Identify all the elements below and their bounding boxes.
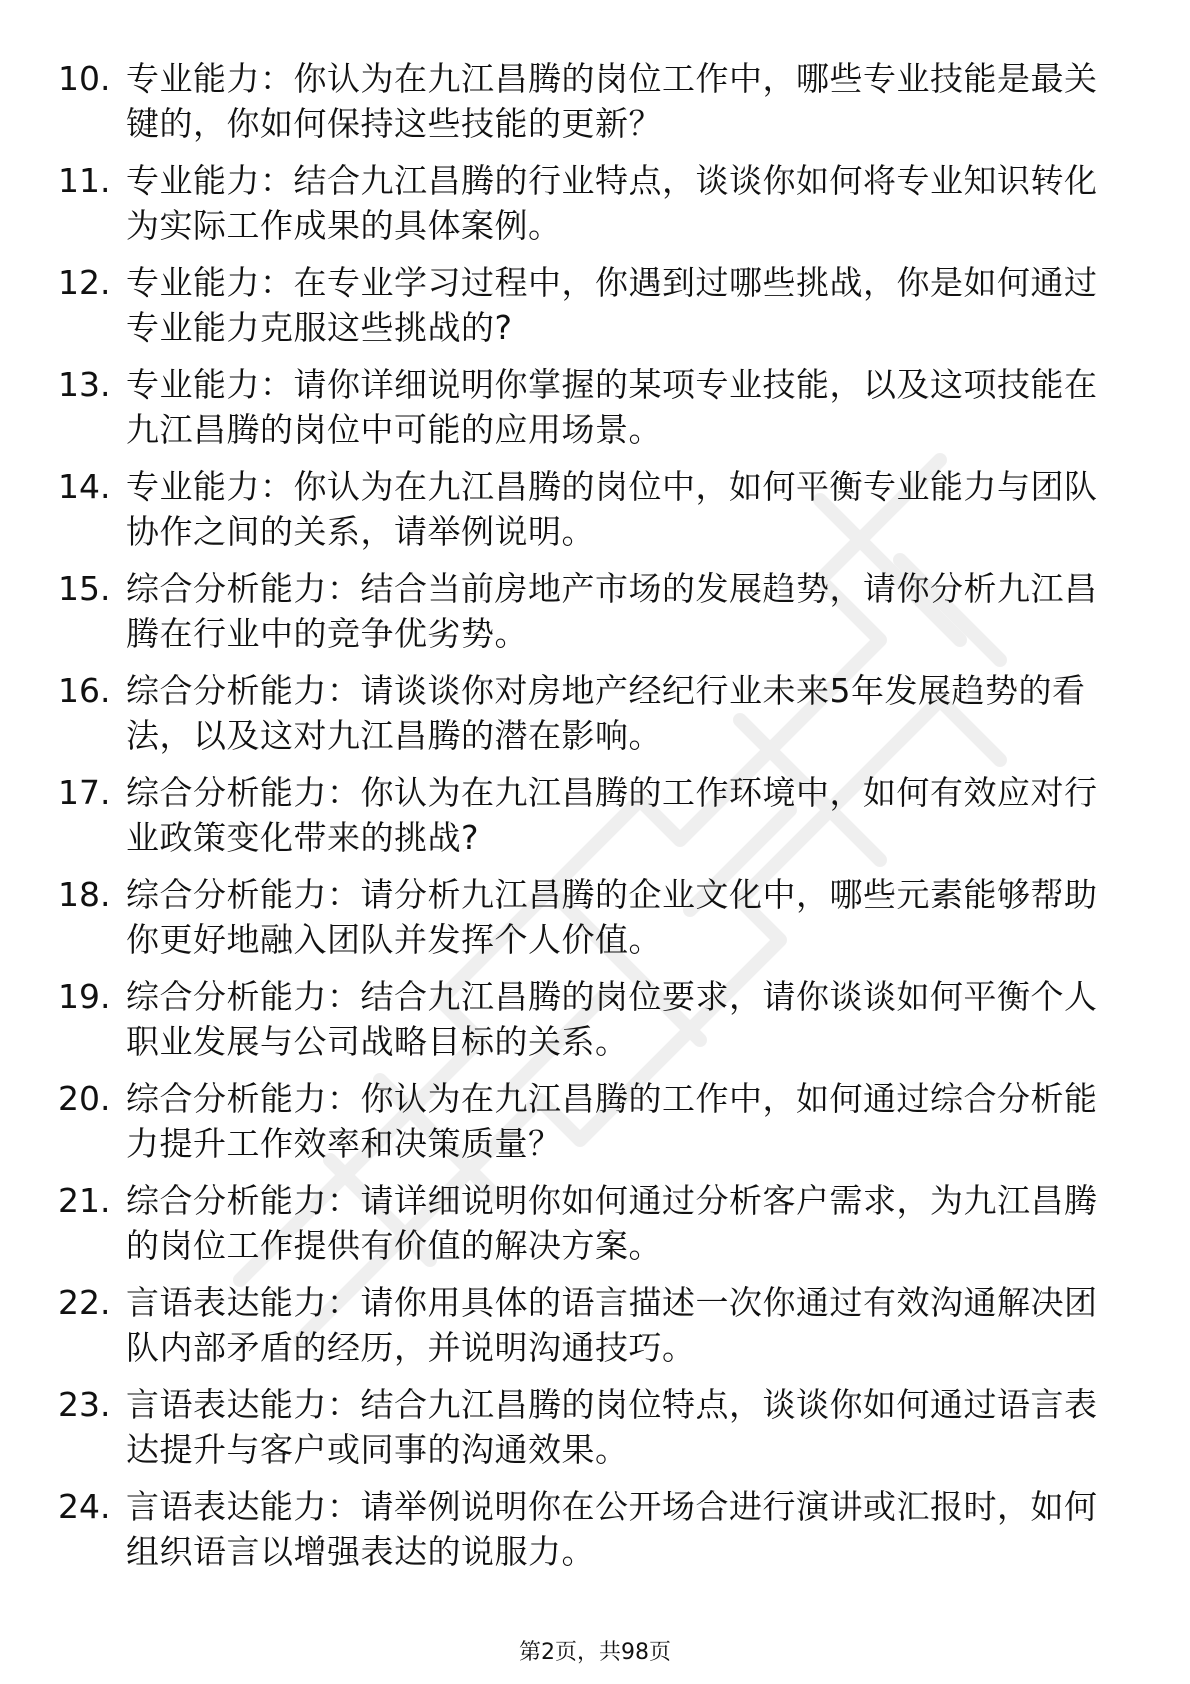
- question-number: 20.: [58, 1079, 111, 1118]
- question-number: 17.: [58, 773, 111, 812]
- question-number: 24.: [58, 1487, 111, 1526]
- question-text: 专业能力：你认为在九江昌腾的岗位中，如何平衡专业能力与团队协作之间的关系，请举例说明。: [126, 467, 1098, 551]
- question-item: [58, 362, 1138, 464]
- question-text: 综合分析能力：请谈谈你对房地产经纪行业未来5年发展趋势的看法，以及这对九江昌腾的潜在影响。: [126, 671, 1086, 755]
- question-text: 综合分析能力：结合九江昌腾的岗位要求，请你谈谈如何平衡个人职业发展与公司战略目标的关系。: [126, 977, 1098, 1061]
- question-text: 专业能力：你认为在九江昌腾的岗位工作中，哪些专业技能是最关键的，你如何保持这些技能的更新？: [126, 59, 1098, 143]
- page-number: 第2页，共98页: [519, 1640, 671, 1665]
- question-item: [58, 1178, 1138, 1280]
- question-number: 15.: [58, 569, 111, 608]
- question-text: 综合分析能力：你认为在九江昌腾的工作环境中，如何有效应对行业政策变化带来的挑战?: [126, 773, 1098, 857]
- question-number: 14.: [58, 467, 111, 506]
- question-text: 综合分析能力：结合当前房地产市场的发展趋势，请你分析九江昌腾在行业中的竞争优劣势。: [126, 569, 1098, 653]
- page-footer: [0, 1635, 1190, 1666]
- question-item: [58, 1484, 1138, 1586]
- question-number: 13.: [58, 365, 111, 404]
- question-number: 19.: [58, 977, 111, 1016]
- question-text: 言语表达能力：结合九江昌腾的岗位特点，谈谈你如何通过语言表达提升与客户或同事的沟通效果。: [126, 1385, 1098, 1469]
- question-number: 23.: [58, 1385, 111, 1424]
- question-number: 22.: [58, 1283, 111, 1322]
- question-number: 12.: [58, 263, 111, 302]
- question-text: 综合分析能力：请详细说明你如何通过分析客户需求，为九江昌腾的岗位工作提供有价值的解决方案。: [126, 1181, 1098, 1265]
- question-item: [58, 872, 1138, 974]
- question-number: 16.: [58, 671, 111, 710]
- question-item: [58, 158, 1138, 260]
- question-item: [58, 770, 1138, 872]
- question-number: 11.: [58, 161, 111, 200]
- question-item: [58, 566, 1138, 668]
- question-item: [58, 56, 1138, 158]
- question-item: [58, 1280, 1138, 1382]
- question-number: 18.: [58, 875, 111, 914]
- question-number: 21.: [58, 1181, 111, 1220]
- question-list: [58, 56, 1138, 1586]
- question-text: 专业能力：结合九江昌腾的行业特点，谈谈你如何将专业知识转化为实际工作成果的具体案例。: [126, 161, 1098, 245]
- question-text: 言语表达能力：请举例说明你在公开场合进行演讲或汇报时，如何组织语言以增强表达的说服力。: [126, 1487, 1098, 1571]
- question-text: 专业能力：请你详细说明你掌握的某项专业技能，以及这项技能在九江昌腾的岗位中可能的应用场景。: [126, 365, 1098, 449]
- question-item: [58, 1382, 1138, 1484]
- question-item: [58, 974, 1138, 1076]
- question-item: [58, 260, 1138, 362]
- question-number: 10.: [58, 59, 111, 98]
- question-text: 专业能力：在专业学习过程中，你遇到过哪些挑战，你是如何通过专业能力克服这些挑战的?: [126, 263, 1098, 347]
- question-text: 综合分析能力：你认为在九江昌腾的工作中，如何通过综合分析能力提升工作效率和决策质量？: [126, 1079, 1098, 1163]
- question-text: 言语表达能力：请你用具体的语言描述一次你通过有效沟通解决团队内部矛盾的经历，并说明沟通技巧。: [126, 1283, 1098, 1367]
- question-item: [58, 668, 1138, 770]
- question-item: [58, 464, 1138, 566]
- question-item: [58, 1076, 1138, 1178]
- question-text: 综合分析能力：请分析九江昌腾的企业文化中，哪些元素能够帮助你更好地融入团队并发挥个人价值。: [126, 875, 1098, 959]
